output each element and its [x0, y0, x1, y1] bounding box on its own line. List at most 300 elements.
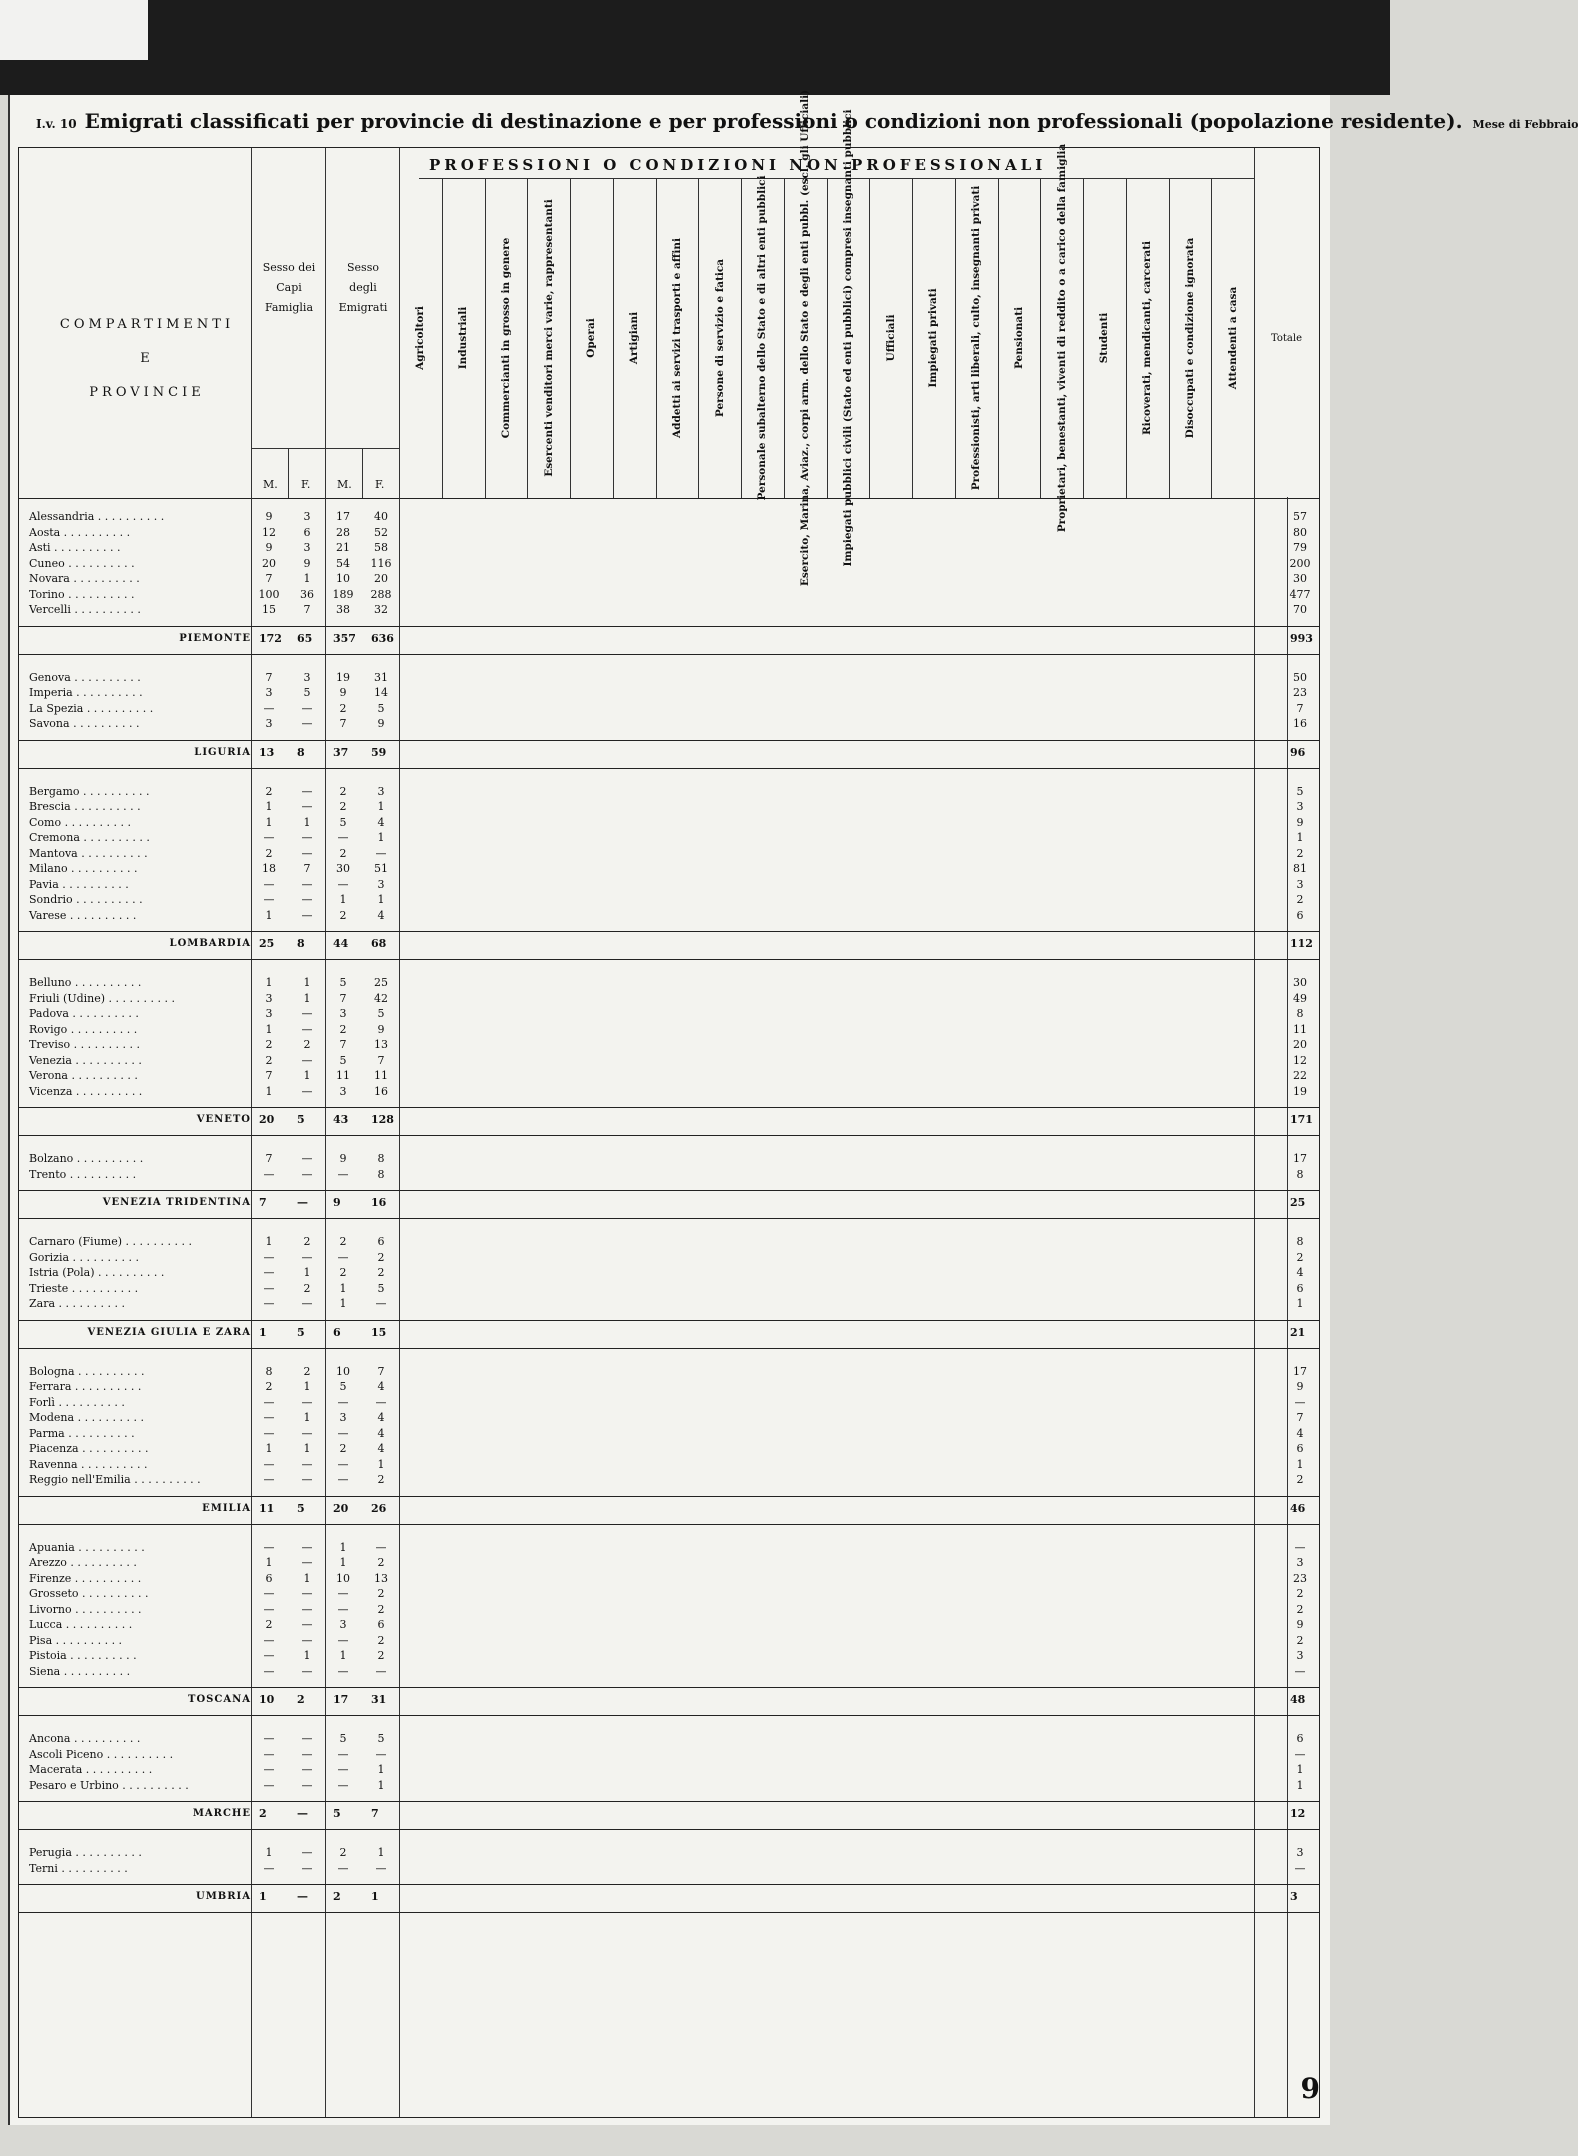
cell-cf: —	[301, 1297, 313, 1310]
column-header-13: Impiegati privati	[927, 288, 940, 388]
cell-ef: 1	[377, 1763, 385, 1776]
cell-cf: —	[301, 1556, 313, 1569]
province-name: Zara . . . . . . . . . .	[29, 1297, 125, 1310]
cell-cm: —	[263, 1457, 275, 1471]
province-name: Verona . . . . . . . . . .	[29, 1069, 138, 1082]
cell-cm: 1	[265, 1022, 273, 1036]
cell-em: 9	[339, 1152, 347, 1165]
cell-tot: 1	[1296, 831, 1304, 844]
cell-em: 1	[339, 1556, 347, 1569]
cell-em: 10	[336, 1571, 350, 1585]
region-total-cf: —	[297, 1196, 308, 1209]
cell-cm: 7	[265, 1152, 273, 1165]
cell-tot: —	[1294, 1540, 1306, 1554]
region-total-ef: 128	[371, 1113, 394, 1126]
cell-tot: 1	[1296, 1297, 1304, 1310]
cell-em: —	[337, 1426, 349, 1440]
cell-cm: 100	[258, 587, 280, 601]
cell-tot: 3	[1296, 1556, 1304, 1569]
province-name: Macerata . . . . . . . . . .	[29, 1763, 153, 1776]
cell-em: 30	[336, 862, 350, 875]
region-total-cf: 5	[297, 1325, 305, 1339]
cell-ef: —	[375, 846, 387, 860]
cell-tot: 79	[1293, 541, 1307, 554]
cell-tot: 4	[1296, 1426, 1304, 1440]
column-header-12: Ufficiali	[884, 314, 897, 362]
cell-cm: 1	[265, 976, 273, 989]
cell-cf: 2	[303, 1364, 311, 1378]
region-total-label: VENEZIA GIULIA E ZARA	[87, 1326, 251, 1338]
province-list-6	[29, 1364, 201, 1488]
province-name: Alessandria . . . . . . . . . .	[29, 510, 165, 523]
region-total-cf: 2	[297, 1693, 305, 1706]
cell-tot: 50	[1293, 670, 1307, 684]
cell-cm: 9	[265, 510, 273, 523]
region-total-cf: 8	[297, 745, 305, 759]
cell-em: —	[337, 831, 349, 844]
province-name: Livorno . . . . . . . . . .	[29, 1602, 142, 1616]
region-total-tot: 171	[1290, 1113, 1313, 1126]
cell-em: 7	[339, 717, 347, 730]
cell-em: —	[337, 1861, 349, 1875]
province-name: Vercelli . . . . . . . . . .	[29, 603, 141, 616]
cell-cm: 1	[265, 908, 273, 922]
cell-cm: —	[263, 1664, 275, 1678]
cell-ef: 4	[377, 1380, 385, 1393]
cell-ef: 9	[377, 1022, 385, 1036]
column-header-11: Impiegati pubblici civili (Stato ed enti pubblici) compresi insegnanti pubblici	[841, 109, 854, 567]
region-total-cm: 11	[259, 1501, 275, 1515]
cell-cf: —	[301, 1587, 313, 1600]
cell-tot: 2	[1296, 1633, 1304, 1647]
province-name: Sondrio . . . . . . . . . .	[29, 893, 143, 906]
cell-cm: —	[263, 877, 275, 891]
cell-cf: 5	[303, 686, 311, 699]
cell-cm: —	[263, 1297, 275, 1310]
cell-em: —	[337, 1473, 349, 1486]
province-name: Friuli (Udine) . . . . . . . . . .	[29, 991, 175, 1005]
cell-em: 1	[339, 1281, 347, 1295]
cell-tot: 20	[1293, 1038, 1307, 1051]
cell-cf: —	[301, 800, 313, 813]
region-total-em: 6	[333, 1325, 341, 1339]
cell-tot: 17	[1293, 1152, 1307, 1165]
table-number: I.v. 10	[36, 117, 77, 131]
cell-ef: 3	[377, 877, 385, 891]
region-total-tot: 3	[1290, 1890, 1298, 1903]
cell-cf: 1	[303, 1069, 311, 1082]
cell-cf: 6	[303, 525, 311, 539]
cell-cm: 1	[265, 1556, 273, 1569]
cell-tot: 6	[1296, 1732, 1304, 1745]
cell-cf: —	[301, 784, 313, 798]
cell-cf: 1	[303, 1649, 311, 1662]
cell-cm: 6	[265, 1571, 273, 1585]
cell-cf: —	[301, 893, 313, 906]
cell-tot: 1	[1296, 1763, 1304, 1776]
cell-tot: 2	[1296, 1250, 1304, 1264]
cell-cm: —	[263, 893, 275, 906]
cell-cm: 1	[265, 1084, 273, 1098]
cell-cm: —	[263, 1763, 275, 1776]
province-list-7	[29, 1540, 148, 1680]
cell-cf: 3	[303, 510, 311, 523]
document-page	[8, 89, 1578, 2125]
cell-cf: —	[301, 1250, 313, 1264]
cell-cm: 8	[265, 1364, 273, 1378]
cell-ef: 9	[377, 717, 385, 730]
cell-cf: —	[301, 1473, 313, 1486]
cell-cm: —	[263, 1281, 275, 1295]
cell-em: 19	[336, 670, 350, 684]
column-header-18: Ricoverati, mendicanti, carcerati	[1141, 240, 1154, 436]
province-list-8	[29, 1731, 189, 1793]
region-total-tot: 21	[1290, 1325, 1306, 1339]
cell-cf: 1	[303, 1411, 311, 1424]
cell-ef: 5	[377, 701, 385, 715]
region-total-label: LIGURIA	[194, 746, 251, 758]
region-total-cf: 5	[297, 1113, 305, 1126]
cell-cm: —	[263, 1395, 275, 1409]
cell-cm: —	[263, 1587, 275, 1600]
province-list-5	[29, 1234, 192, 1312]
cell-cm: 1	[265, 1442, 273, 1455]
region-total-tot: 25	[1290, 1196, 1306, 1209]
cell-cm: 3	[265, 991, 273, 1005]
province-name: Brescia . . . . . . . . . .	[29, 800, 141, 813]
province-name: Apuania . . . . . . . . . .	[29, 1540, 145, 1554]
province-name: Bologna . . . . . . . . . .	[29, 1364, 145, 1378]
cell-cf: —	[301, 1763, 313, 1776]
cell-ef: 25	[374, 976, 388, 989]
cell-ef: 58	[374, 541, 388, 554]
province-name: Lucca . . . . . . . . . .	[29, 1618, 133, 1631]
column-header-9: Personale subalterno dello Stato e di altri enti pubblici	[756, 175, 769, 501]
cell-tot: 12	[1293, 1053, 1307, 1067]
province-name: Bergamo . . . . . . . . . .	[29, 784, 150, 798]
cell-em: 28	[336, 525, 350, 539]
cell-ef: 1	[377, 1778, 385, 1792]
region-total-label: MARCHE	[192, 1808, 251, 1819]
cell-tot: 19	[1293, 1084, 1307, 1098]
column-header-16: Proprietari, benestanti, viventi di reddito o a carico della famiglia	[1055, 143, 1068, 533]
region-total-cm: 13	[259, 745, 275, 759]
cell-cf: —	[301, 1747, 313, 1761]
cell-cm: 7	[265, 572, 273, 585]
region-total-em: 357	[333, 631, 356, 645]
cell-ef: 2	[377, 1602, 385, 1616]
cell-em: 10	[336, 572, 350, 585]
cell-cf: —	[301, 717, 313, 730]
cell-cm: —	[263, 1649, 275, 1662]
cell-ef: 1	[377, 1846, 385, 1859]
page-number: 9	[1300, 2072, 1320, 2105]
region-total-cf: 65	[297, 631, 313, 645]
cell-tot: 49	[1293, 991, 1307, 1005]
cell-ef: 20	[374, 572, 388, 585]
cell-cf: 36	[300, 587, 314, 601]
cell-tot: 8	[1296, 1167, 1304, 1181]
cell-ef: 14	[374, 686, 388, 699]
cell-cf: —	[301, 846, 313, 860]
cell-cm: —	[263, 1250, 275, 1264]
cell-cm: 2	[265, 1038, 273, 1051]
cell-cf: —	[301, 1846, 313, 1859]
province-list-9	[29, 1845, 142, 1876]
region-total-cf: 5	[297, 1501, 305, 1515]
province-name: Venezia . . . . . . . . . .	[29, 1053, 142, 1067]
province-list-4	[29, 1151, 143, 1182]
province-name: Trento . . . . . . . . . .	[29, 1167, 137, 1181]
cell-ef: 4	[377, 908, 385, 922]
cell-cf: —	[301, 1618, 313, 1631]
cell-tot: 2	[1296, 1473, 1304, 1486]
cell-cf: —	[301, 1633, 313, 1647]
cell-tot: 6	[1296, 908, 1304, 922]
cell-ef: 116	[370, 556, 392, 570]
cell-em: 5	[339, 815, 347, 829]
cell-cf: —	[301, 1778, 313, 1792]
cell-ef: 1	[377, 800, 385, 813]
cell-tot: 30	[1293, 976, 1307, 989]
cell-tot: 3	[1296, 1649, 1304, 1662]
cell-em: 7	[339, 1038, 347, 1051]
cell-ef: 4	[377, 1426, 385, 1440]
cell-em: 1	[339, 893, 347, 906]
cell-cf: 7	[303, 862, 311, 875]
cell-cf: 3	[303, 670, 311, 684]
cell-cf: —	[301, 1861, 313, 1875]
cell-cm: —	[263, 1426, 275, 1440]
cell-em: 17	[336, 510, 350, 523]
cell-em: 38	[336, 603, 350, 616]
cell-tot: 57	[1293, 510, 1307, 523]
cell-tot: 23	[1293, 1571, 1307, 1585]
cell-em: —	[337, 1633, 349, 1647]
cell-cf: 3	[303, 541, 311, 554]
province-name: Torino . . . . . . . . . .	[29, 587, 135, 601]
region-total-label: PIEMONTE	[179, 632, 251, 644]
cell-ef: 2	[377, 1473, 385, 1486]
province-name: Gorizia . . . . . . . . . .	[29, 1250, 139, 1264]
cell-em: 5	[339, 1732, 347, 1745]
cell-tot: 9	[1296, 1618, 1304, 1631]
cell-cm: —	[263, 1266, 275, 1279]
cell-em: —	[337, 1763, 349, 1776]
cell-em: —	[337, 1778, 349, 1792]
column-header-14: Professionisti, arti liberali, culto, insegnanti privati	[970, 185, 983, 491]
cell-cf: —	[301, 831, 313, 844]
cell-tot: 11	[1293, 1022, 1307, 1036]
province-name: Mantova . . . . . . . . . .	[29, 846, 148, 860]
cell-em: 1	[339, 1540, 347, 1554]
cell-tot: 30	[1293, 572, 1307, 585]
cell-tot: 7	[1296, 701, 1304, 715]
province-list-1	[29, 670, 153, 732]
cell-cf: —	[301, 908, 313, 922]
region-total-em: 43	[333, 1113, 349, 1126]
cell-ef: 2	[377, 1649, 385, 1662]
province-name: Novara . . . . . . . . . .	[29, 572, 140, 585]
cell-cm: —	[263, 1861, 275, 1875]
cell-ef: 4	[377, 1442, 385, 1455]
column-header-17: Studenti	[1098, 312, 1111, 364]
region-total-tot: 112	[1290, 937, 1313, 950]
cell-ef: 5	[377, 1732, 385, 1745]
cell-tot: 1	[1296, 1457, 1304, 1471]
province-name: Parma . . . . . . . . . .	[29, 1426, 135, 1440]
cell-cf: —	[301, 1540, 313, 1554]
province-name: Arezzo . . . . . . . . . .	[29, 1556, 137, 1569]
cell-cf: 9	[303, 556, 311, 570]
cell-tot: 2	[1296, 893, 1304, 906]
province-name: Pisa . . . . . . . . . .	[29, 1633, 123, 1647]
cell-cm: 1	[265, 815, 273, 829]
province-name: Reggio nell'Emilia . . . . . . . . . .	[29, 1473, 201, 1486]
province-list-3	[29, 975, 175, 1099]
region-total-tot: 993	[1290, 631, 1313, 645]
cell-em: —	[337, 1395, 349, 1409]
cell-tot: 17	[1293, 1364, 1307, 1378]
province-name: Trieste . . . . . . . . . .	[29, 1281, 139, 1295]
cell-ef: 1	[377, 1457, 385, 1471]
cell-cm: 2	[265, 1380, 273, 1393]
province-name: Ravenna . . . . . . . . . .	[29, 1457, 148, 1471]
cell-em: 9	[339, 686, 347, 699]
cell-tot: —	[1294, 1664, 1306, 1678]
totale-header: Totale	[1271, 333, 1303, 344]
table-month: Mese di Febbraio	[1472, 118, 1578, 131]
province-name: Savona . . . . . . . . . .	[29, 717, 140, 730]
region-total-ef: 31	[371, 1693, 387, 1706]
column-header-20: Attendenti a casa	[1226, 286, 1239, 390]
column-header-7: Addetti ai servizi trasporti e affini	[670, 238, 683, 438]
cell-cm: —	[263, 701, 275, 715]
cell-cm: —	[263, 1473, 275, 1486]
cell-cf: 2	[303, 1038, 311, 1051]
cell-ef: 2	[377, 1250, 385, 1264]
cell-cf: —	[301, 1152, 313, 1165]
province-name: Istria (Pola) . . . . . . . . . .	[29, 1266, 165, 1279]
cell-em: 5	[339, 1053, 347, 1067]
cell-em: 10	[336, 1364, 350, 1378]
cell-tot: 2	[1296, 1602, 1304, 1616]
province-name: Siena . . . . . . . . . .	[29, 1664, 131, 1678]
cell-em: —	[337, 1747, 349, 1761]
cell-em: 3	[339, 1007, 347, 1020]
region-total-cm: 10	[259, 1693, 275, 1706]
cell-cf: —	[301, 877, 313, 891]
cell-tot: —	[1294, 1861, 1306, 1875]
professions-group-title: PROFESSIONI O CONDIZIONI NON PROFESSIONALI	[429, 156, 1047, 174]
cell-ef: 42	[374, 991, 388, 1005]
province-name: Modena . . . . . . . . . .	[29, 1411, 145, 1424]
cell-cf: 1	[303, 1571, 311, 1585]
region-total-cm: 25	[259, 937, 275, 950]
province-name: Ferrara . . . . . . . . . .	[29, 1380, 142, 1393]
province-name: Bolzano . . . . . . . . . .	[29, 1152, 144, 1165]
region-total-tot: 12	[1290, 1807, 1306, 1820]
cell-em: —	[337, 1167, 349, 1181]
cell-em: 3	[339, 1618, 347, 1631]
cell-tot: 200	[1289, 556, 1311, 570]
region-total-tot: 46	[1290, 1501, 1306, 1515]
cell-tot: 81	[1293, 862, 1307, 875]
cell-cm: 3	[265, 717, 273, 730]
cell-em: 2	[339, 784, 347, 798]
region-total-em: 37	[333, 745, 349, 759]
cell-ef: 2	[377, 1633, 385, 1647]
cell-ef: 16	[374, 1084, 388, 1098]
cell-cm: 9	[265, 541, 273, 554]
province-name: Asti . . . . . . . . . .	[29, 541, 121, 554]
cell-ef: —	[375, 1747, 387, 1761]
province-name: Piacenza . . . . . . . . . .	[29, 1442, 149, 1455]
cell-tot: 2	[1296, 1587, 1304, 1600]
cell-cm: 1	[265, 1846, 273, 1859]
region-total-cf: 8	[297, 937, 305, 950]
cell-cf: —	[301, 1167, 313, 1181]
cell-cf: 1	[303, 976, 311, 989]
cell-cm: 2	[265, 1618, 273, 1631]
region-total-cm: 1	[259, 1325, 267, 1339]
cell-cf: —	[301, 1053, 313, 1067]
cell-ef: 13	[374, 1038, 388, 1051]
province-name: Cremona . . . . . . . . . .	[29, 831, 150, 844]
province-name: Pavia . . . . . . . . . .	[29, 877, 129, 891]
cell-cf: 1	[303, 1442, 311, 1455]
region-total-cm: 20	[259, 1113, 275, 1126]
cell-ef: 31	[374, 670, 388, 684]
cell-cf: —	[301, 1664, 313, 1678]
cell-ef: 8	[377, 1152, 385, 1165]
region-total-label: LOMBARDIA	[169, 938, 251, 949]
province-name: Ancona . . . . . . . . . .	[29, 1732, 141, 1745]
province-name: Ascoli Piceno . . . . . . . . . .	[29, 1747, 174, 1761]
cell-ef: 1	[377, 893, 385, 906]
cell-ef: 7	[377, 1364, 385, 1378]
cell-em: —	[337, 1457, 349, 1471]
cell-cf: 1	[303, 815, 311, 829]
column-header-1: Agricoltori	[414, 306, 427, 370]
scan-corner-tab	[0, 0, 148, 60]
cell-em: 189	[332, 587, 354, 601]
region-total-cm: 172	[259, 631, 282, 645]
cell-ef: 2	[377, 1556, 385, 1569]
cell-ef: 40	[374, 510, 388, 523]
cell-cm: 7	[265, 1069, 273, 1082]
cell-tot: 1	[1296, 1778, 1304, 1792]
cell-ef: 3	[377, 784, 385, 798]
region-total-label: TOSCANA	[188, 1694, 251, 1705]
cell-em: 3	[339, 1411, 347, 1424]
cell-cm: —	[263, 1732, 275, 1745]
region-total-em: 44	[333, 937, 349, 950]
region-total-tot: 48	[1290, 1693, 1306, 1706]
province-name: Carnaro (Fiume) . . . . . . . . . .	[29, 1235, 192, 1248]
region-total-cm: 1	[259, 1890, 267, 1903]
cell-ef: 8	[377, 1167, 385, 1181]
cell-tot: 3	[1296, 800, 1304, 813]
region-total-ef: 16	[371, 1196, 387, 1209]
region-total-cm: 7	[259, 1196, 267, 1209]
cell-em: —	[337, 1587, 349, 1600]
province-name: Rovigo . . . . . . . . . .	[29, 1022, 138, 1036]
province-name: Terni . . . . . . . . . .	[29, 1861, 128, 1875]
region-total-em: 2	[333, 1890, 341, 1903]
province-name: Imperia . . . . . . . . . .	[29, 686, 143, 699]
cell-cm: —	[263, 1747, 275, 1761]
